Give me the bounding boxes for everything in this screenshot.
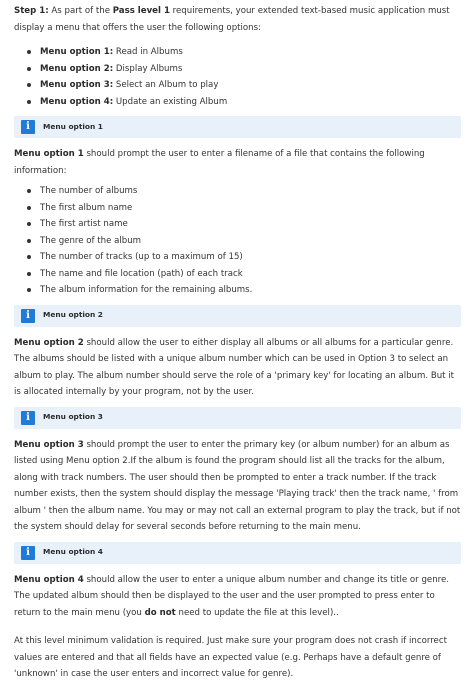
- step-text-a: As part of the: [48, 6, 113, 16]
- option-label: Menu option 3:: [40, 80, 114, 90]
- banner-label: Menu option 1: [43, 121, 103, 131]
- info-icon: i: [21, 309, 35, 323]
- emphasis-text: do not: [144, 607, 176, 618]
- list-item: [14, 77, 461, 94]
- list-item: The first album name: [14, 200, 461, 217]
- banner-label: Menu option 3: [43, 412, 103, 422]
- option-text: Update an existing Album: [113, 96, 228, 107]
- step-text-b: requirements, your extended text-based music application must display a menu that offers the user the following options:: [14, 6, 450, 33]
- lead-label: Menu option 1: [14, 149, 84, 159]
- banner-label: Menu option 4: [43, 547, 103, 557]
- description-text: should allow the user to either display all albums or all albums for a particular genre. The albums should be listed with a unique album number which can be used in Option 3 to select an album to play. The album number should serve the role of a 'primary key' for locating an album. But it is allocated internally by your program, not by the user.: [14, 337, 455, 397]
- list-item: [14, 61, 461, 78]
- list-item: The first artist name: [14, 216, 461, 233]
- option-label: Menu option 1:: [40, 47, 114, 57]
- lead-label: Menu option 3: [14, 439, 84, 450]
- step-label: Step 1:: [14, 6, 49, 16]
- info-banner-option-3: [14, 407, 461, 429]
- description-text: should prompt the user to enter a filename of a file that contains the following information:: [14, 149, 425, 176]
- info-banner-option-2: [14, 305, 461, 327]
- option-text: Display Albums: [113, 63, 183, 74]
- list-item: The number of tracks (up to a maximum of 15): [14, 249, 461, 266]
- option-text: Read in Albums: [113, 47, 183, 57]
- lead-label: Menu option 4: [14, 574, 84, 585]
- option-label: Menu option 2:: [40, 63, 114, 74]
- option-3-description: [14, 437, 461, 536]
- info-icon: i: [21, 411, 35, 425]
- level-label: Pass level 1: [112, 6, 170, 16]
- list-item: The number of albums: [14, 183, 461, 200]
- menu-options-list: [14, 44, 461, 110]
- lead-label: Menu option 2: [14, 337, 84, 348]
- list-item: The genre of the album: [14, 233, 461, 250]
- description-text: should prompt the user to enter the primary key (or album number) for an album as listed using Menu option 2.If the album is found the program should list all the tracks for the album, along with track numbers. The user should then be prompted to enter a track number. If the track number exists, then the system should display the message 'Playing track' then the track name, ' from album ' then the album name. You may or may not call an external program to play the track, but if not the system should delay for several seconds before returning to the main menu.: [14, 439, 461, 532]
- list-item: The album information for the remaining albums.: [14, 282, 461, 299]
- description-text: should allow the user to enter a unique album number and change its title or genre. The updated album should then be displayed to the user and the user prompted to press enter to return to the main menu (you: [14, 574, 449, 618]
- banner-label: Menu option 2: [43, 310, 103, 320]
- option-text: Select an Album to play: [113, 80, 219, 90]
- list-item: [14, 44, 461, 61]
- info-banner-option-1: [14, 116, 461, 138]
- step-intro: [14, 3, 461, 36]
- option-4-description: [14, 572, 461, 622]
- option-1-description: [14, 146, 461, 179]
- list-item: The name and file location (path) of each track: [14, 266, 461, 283]
- list-item: [14, 94, 461, 111]
- option-label: Menu option 4:: [40, 96, 114, 107]
- option-2-description: [14, 335, 461, 401]
- info-banner-option-4: [14, 542, 461, 564]
- info-icon: i: [21, 546, 35, 560]
- option-1-info-list: [14, 183, 461, 299]
- footer-note: At this level minimum validation is required. Just make sure your program does not crash if incorrect values are entered and that all fields have an expected value (e.g. Perhaps have a default genre of 'unknown' in case the user enters and incorrect value for genre).: [14, 636, 447, 679]
- description-text: need to update the file at this level)..: [175, 607, 339, 618]
- info-icon: i: [21, 120, 35, 134]
